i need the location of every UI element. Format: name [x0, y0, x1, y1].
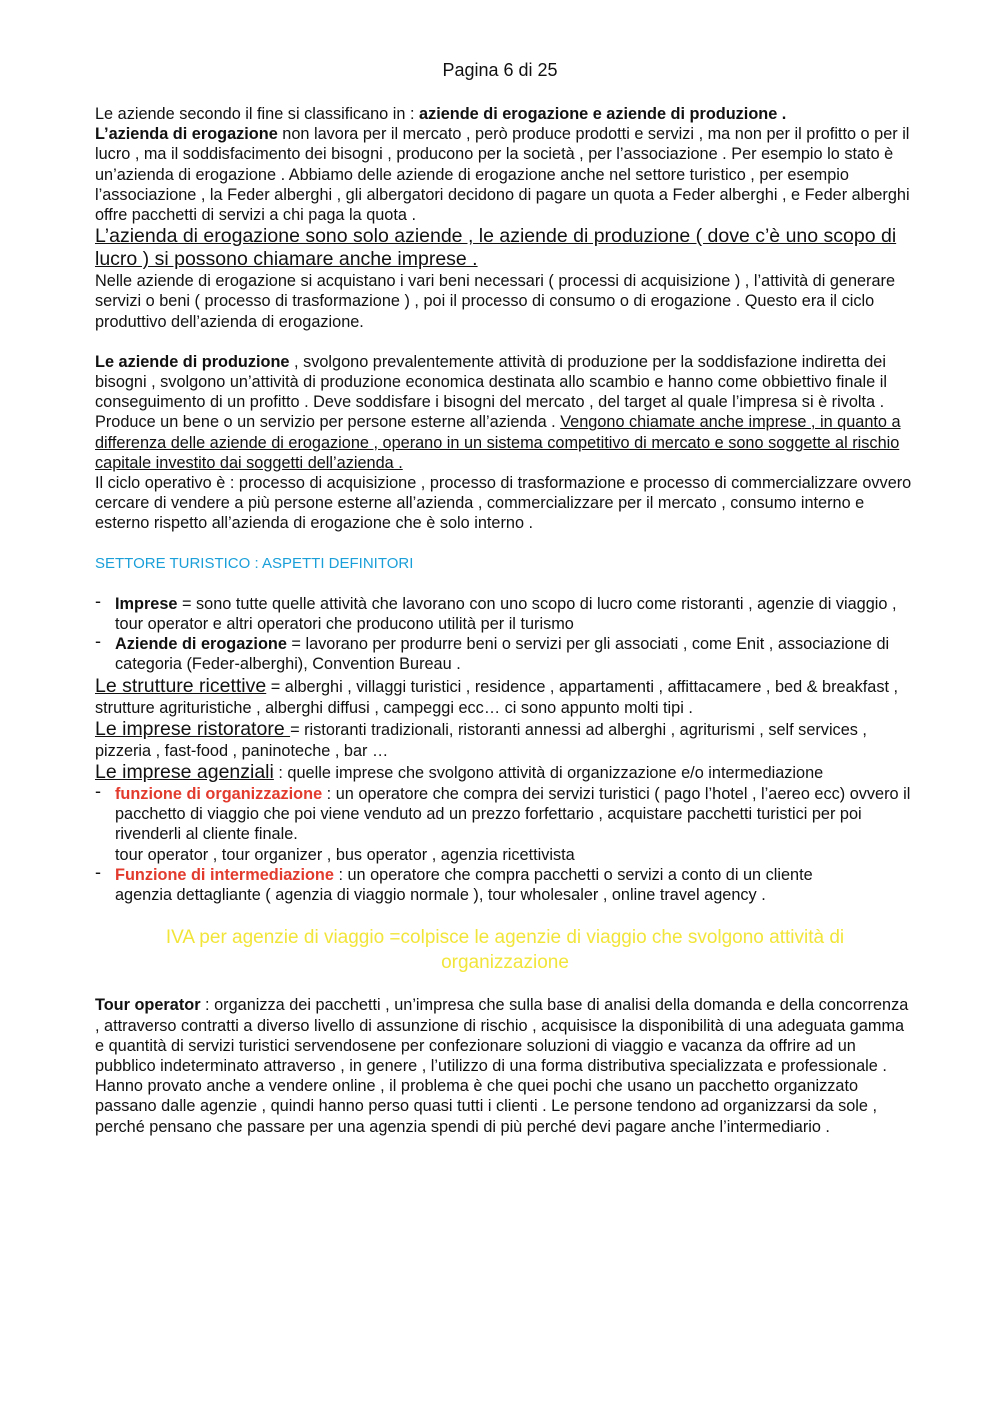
paragraph-erogazione-cycle: Nelle aziende di erogazione si acquistano i vari beni necessari ( processi di acquisizione ) , l’attività di generare servizi o beni ( processo di trasformazione ) , poi il processo di consumo o di erogazione . Questo era il ciclo produttivo dell’azienda di erogazione.: [95, 272, 896, 331]
paragraph-agenziali: [95, 761, 915, 784]
text: = lavorano per produrre beni o servizi per gli associati , come Enit , associazione di categoria (Feder-alberghi), Convention Bureau .: [115, 635, 890, 674]
bold-text: Aziende di erogazione: [115, 635, 287, 654]
bold-text: Tour operator: [95, 996, 201, 1015]
red-text: funzione di organizzazione: [115, 785, 323, 804]
bold-text: aziende di erogazione e aziende di produzione .: [419, 105, 787, 123]
underlined-statement: L’azienda di erogazione sono solo aziende , le aziende di produzione ( dove c’è uno scopo di lucro ) si possono chiamare anche imprese .: [95, 225, 897, 271]
bold-text: Le aziende di produzione: [95, 352, 290, 371]
bold-text: Imprese: [115, 594, 178, 613]
text: : un operatore che compra dei servizi turistici ( pago l’hotel , l’aereo ecc) ovvero il pacchetto di viaggio che poi viene venduto ad un prezzo forfettario , acquistare pacchetti turistici per poi rivenderli al cliente finale.: [115, 785, 911, 844]
text: = alberghi , villaggi turistici , residence , appartamenti , affittacamere , bed & breakfast , strutture agrituristiche , alberghi diffusi , campeggi ecc… ci sono appunto molti tipi .: [95, 677, 899, 717]
red-text: Funzione di intermediazione: [115, 865, 334, 884]
paragraph-strutture: [95, 675, 915, 718]
text: tour operator , tour organizer , bus operator , agenzia ricettivista: [115, 845, 575, 864]
text: agenzia dettagliante ( agenzia di viaggio normale ), tour wholesaler , online travel agency .: [115, 886, 766, 905]
iva-note: IVA per agenzie di viaggio =colpisce le agenzie di viaggio che svolgono attività di organizzazione: [165, 927, 845, 974]
list-item: [95, 784, 915, 865]
underlined-label: Le imprese ristoratore: [95, 717, 291, 740]
list-item: [95, 594, 915, 634]
text: : organizza dei pacchetti , un’impresa che sulla base di analisi della domanda e della concorrenza , attraverso contratti a diverso livello di assunzione di rischio , acquisisce la disponibilità di una adeguata gamma e quantità di servizi turistici servendosene per confezionare soluzioni di viaggio e vacanza da offrire ad un pubblico indeterminato attraverso , in genere , l’utilizzo di una forma distributiva specializzata e professionale .: [95, 996, 909, 1075]
text: = sono tutte quelle attività che lavorano con uno scopo di lucro come ristoranti , agenzie di viaggio , tour operator e altri operatori che producono utilità per il turismo: [115, 594, 897, 634]
document-body: [95, 104, 915, 1137]
paragraph-produzione: [95, 352, 915, 473]
underlined-label: Le imprese agenziali: [95, 761, 274, 784]
text: : quelle imprese che svolgono attività di organizzazione e/o intermediazione: [273, 764, 824, 783]
paragraph-tour-operator: [95, 995, 915, 1076]
bold-text: L’azienda di erogazione: [95, 125, 278, 144]
text: non lavora per il mercato , però produce prodotti e servizi , ma non per il profitto o per il lucro , ma il soddisfacimento dei bisogni , producono per la società , per l’associazione . Per esempio lo stato è un’azienda di erogazione . Abbiamo delle aziende di erogazione anche nel settore turistico , per esempio l’associazione , la Feder alberghi , gli albergatori decidono di pagare un quota a Feder alberghi , e Feder alberghi offre pacchetti di servizi a chi paga la quota .: [95, 125, 910, 225]
text: : un operatore che compra pacchetti o servizi a conto di un cliente: [333, 865, 813, 884]
definitions-list: [95, 594, 915, 675]
page-number: Pagina 6 di 25: [442, 60, 558, 80]
text: , svolgono prevalentemente attività di produzione per la soddisfazione indiretta dei bisogni , svolgono un’attività di produzione economica destinata allo scambio e hanno come obbiettivo finale il conseguimento di un profitto . Deve soddisfare i bisogni del mercato , del target al quale l’impresa si è rivolta . Produce un bene o un servizio per persone esterne all’azienda .: [95, 352, 887, 432]
functions-list: [95, 784, 915, 905]
paragraph-ristoratore: [95, 718, 915, 761]
list-item: [95, 634, 915, 674]
text: = ristoranti tradizionali, ristoranti annessi ad alberghi , agriturismi , self services , pizzeria , fast-food , paninoteche , bar …: [95, 720, 867, 760]
paragraph-ciclo-operativo: Il ciclo operativo è : processo di acquisizione , processo di trasformazione e processo di commercializzare ovvero cercare di vendere a più persone esterne all’azienda , commercializzare per il mercato , consumo interno e esterno rispetto all’azienda di erogazione che è solo interno .: [95, 474, 912, 533]
text: Le aziende secondo il fine si classificano in :: [95, 105, 420, 123]
section-title: SETTORE TURISTICO : ASPETTI DEFINITORI: [95, 554, 414, 572]
underlined-text: Vengono chiamate anche imprese , in quanto a differenza delle aziende di erogazione , operano in un sistema competitivo di mercato e sono soggette al rischio capitale investito dai soggetti dell’azienda .: [95, 413, 901, 472]
underlined-label: Le strutture ricettive: [95, 674, 267, 697]
paragraph-classification: [95, 104, 915, 225]
paragraph-final: Hanno provato anche a vendere online , il problema è che quei pochi che usano un pacchetto organizzato passano dalle agenzie , quindi hanno perso quasi tutti i clienti . Le persone tendono ad organizzarsi da sole , perché pensano che passare per una agenzia spendi di più perché devi pagare anche l’intermediario .: [95, 1077, 878, 1136]
list-item: [95, 865, 915, 905]
